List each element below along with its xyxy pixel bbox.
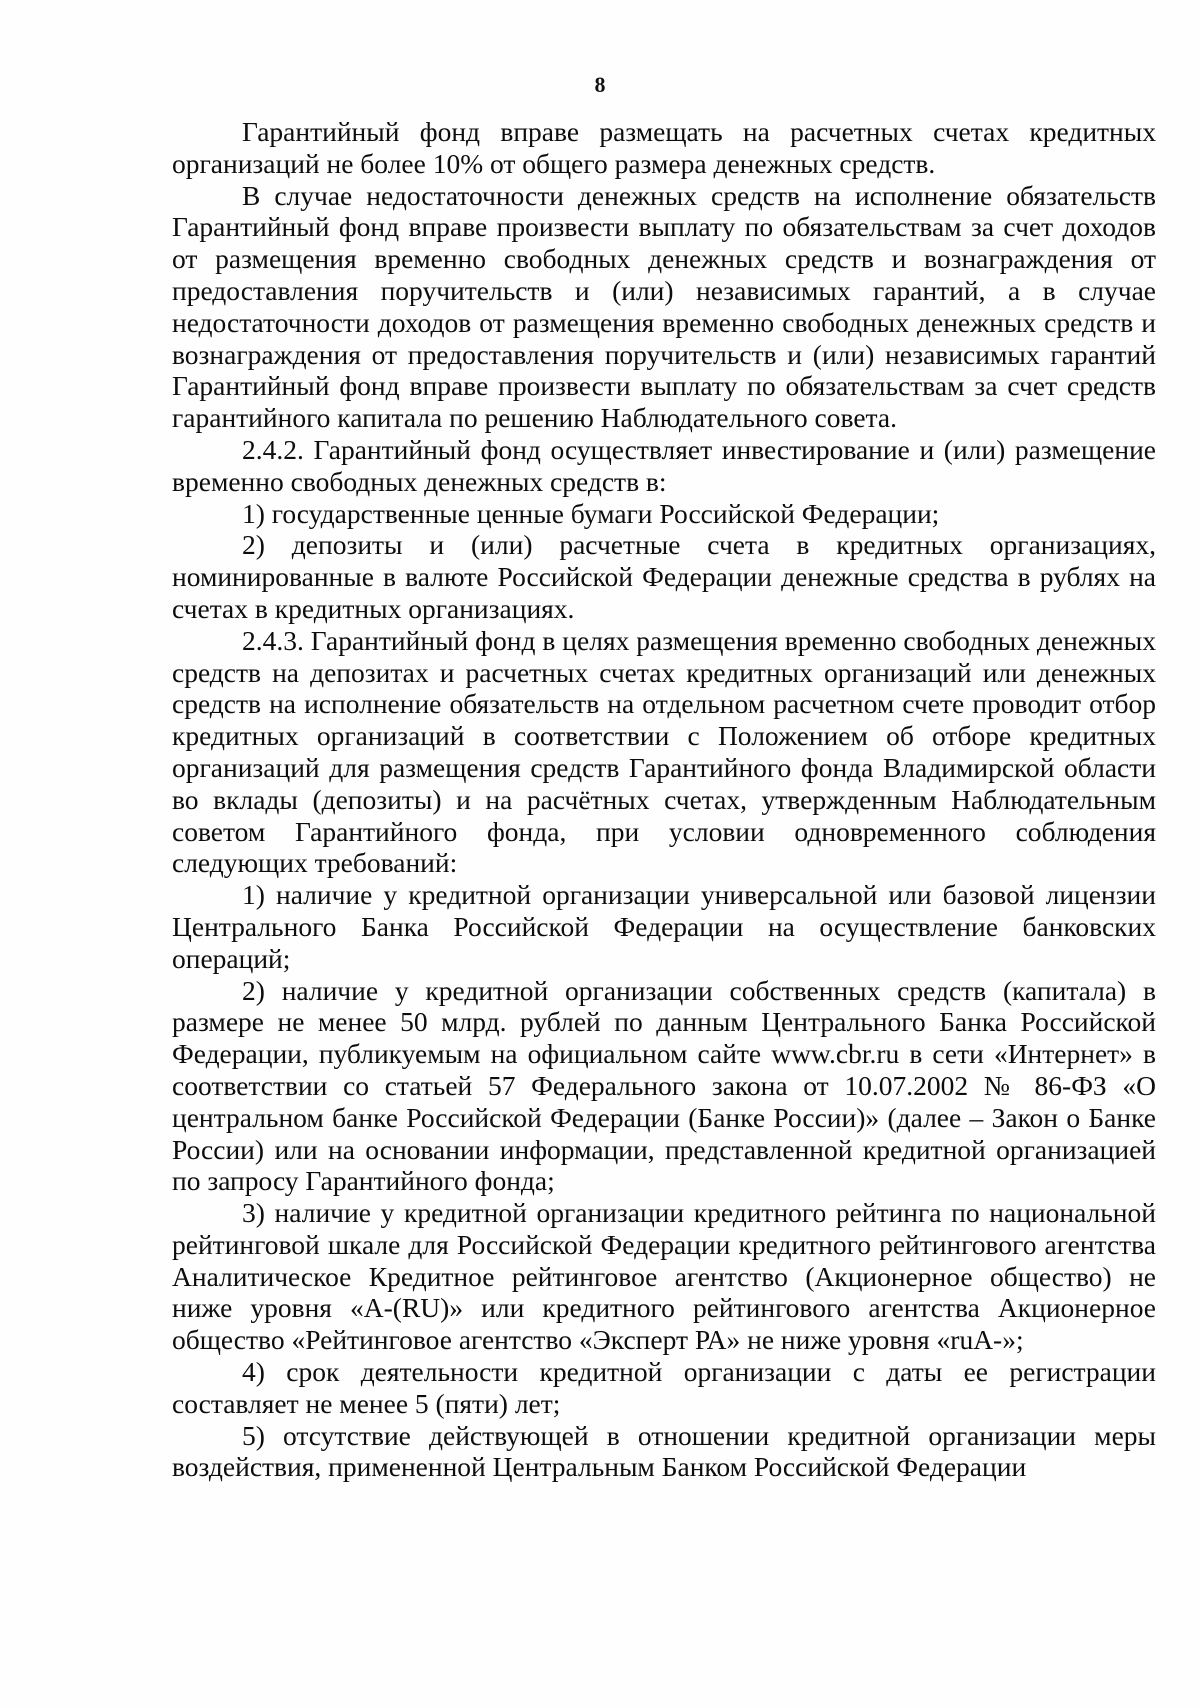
paragraph-section-2-4-2: 2.4.2. Гарантийный фонд осуществляет инвестирование и (или) размещение временно свободных денежных средств в: [172,433,1156,497]
list-item-activity-term: 4) срок деятельности кредитной организации с даты ее регистрации составляет не менее 5 (пяти) лет; [172,1356,1156,1419]
paragraph-section-2-4-3: 2.4.3. Гарантийный фонд в целях размещения временно свободных денежных средств на депозитах и расчетных счетах кредитных организаций или денежных средств на исполнение обязательств на отдельном расчетном счете проводит отбор кредитных организаций в соответствии с Положением об отборе кредитных организаций для размещения средств Гарантийного фонда Владимирской области во вклады (депозиты) и на расчётных счетах, утвержденным Наблюдательным советом Гарантийного фонда, при условии одновременного соблюдения следующих требований: [172,624,1156,879]
list-item-capital-requirement: 2) наличие у кредитной организации собственных средств (капитала) в размере не менее 50 млрд. рублей по данным Центрального Банка Российской Федерации, публикуемым на официальном сайте www.cbr.ru в сети «Интернет» в соответствии со статьей 57 Федерального закона от 10.07.2002 № 86-ФЗ «О центральном банке Российской Федерации (Банке России)» (далее – Закон о Банке России) или на основании информации, представленной кредитной организацией по запросу Гарантийного фонда; [172,974,1156,1197]
list-item-rating-requirement: 3) наличие у кредитной организации кредитного рейтинга по национальной рейтинговой шкале для Российской Федерации кредитного рейтингового агентства Аналитическое Кредитное рейтинговое агентство (Акционерное общество) не ниже уровня «A-(RU)» или кредитного рейтингового агентства Акционерное общество «Рейтинговое агентство «Эксперт РА» не ниже уровня «ruA-»; [172,1197,1156,1356]
list-item-license-requirement: 1) наличие у кредитной организации универсальной или базовой лицензии Центрального Банка Российской Федерации на осуществление банковских операций; [172,879,1156,974]
paragraph-insufficient-funds: В случае недостаточности денежных средств на исполнение обязательств Гарантийный фонд вправе произвести выплату по обязательствам за счет доходов от размещения временно свободных денежных средств и вознаграждения от предоставления поручительств и (или) независимых гарантий, а в случае недостаточности доходов от размещения временно свободных денежных средств и вознаграждения от предоставления поручительств и (или) независимых гарантий Гарантийный фонд вправе произвести выплату по обязательствам за счет средств гарантийного капитала по решению Наблюдательного совета. [172,179,1156,434]
document-body [172,116,1156,1483]
page-number: 8 [594,72,606,97]
paragraph-fund-placement-limit: Гарантийный фонд вправе размещать на расчетных счетах кредитных организаций не более 10% от общего размера денежных средств. [172,116,1156,179]
list-item-deposits: 2) депозиты и (или) расчетные счета в кредитных организациях, номинированные в валюте Российской Федерации денежные средства в рублях на счетах в кредитных организациях. [172,529,1156,624]
list-item-government-securities: 1) государственные ценные бумаги Российской Федерации; [242,497,940,529]
list-item-no-sanctions: 5) отсутствие действующей в отношении кредитной организации меры воздействия, примененной Центральным Банком Российской Федерации [172,1419,1156,1483]
